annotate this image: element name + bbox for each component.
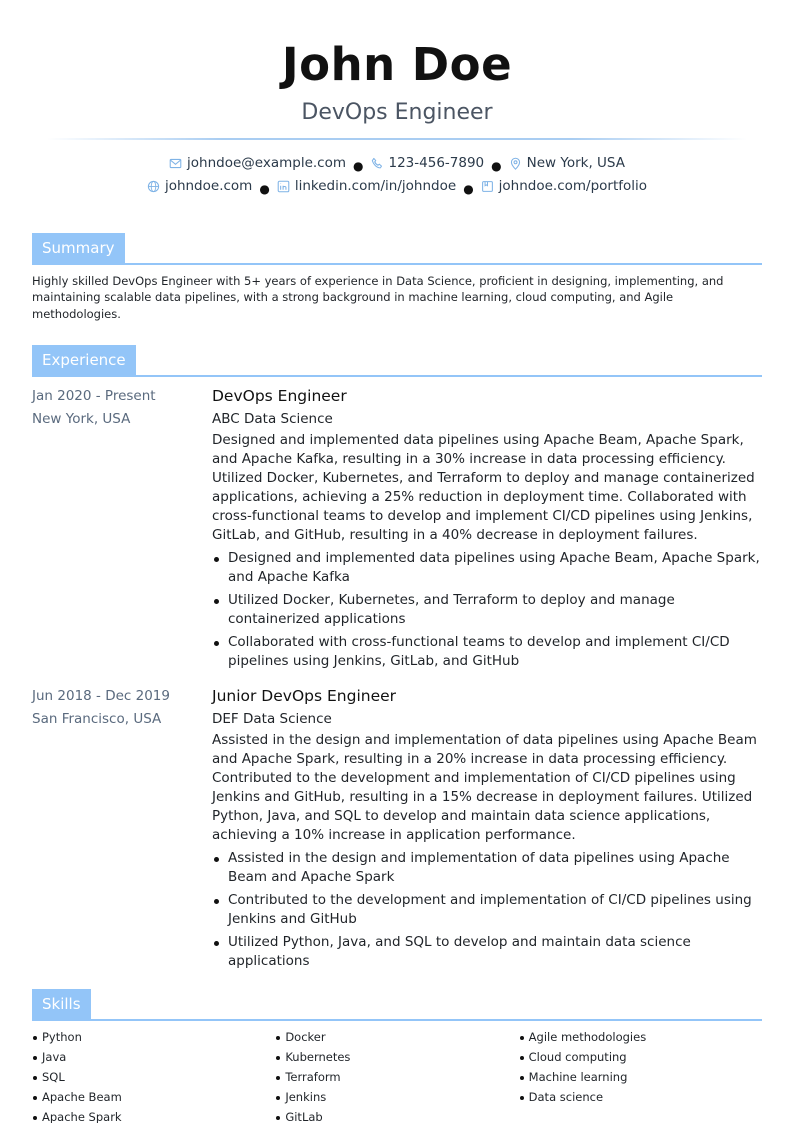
- job-details: [212, 385, 762, 675]
- summary-section: [32, 233, 762, 323]
- job-meta: [32, 385, 212, 675]
- skill-item: Java: [32, 1047, 275, 1067]
- linkedin-text: linkedin.com/in/johndoe: [294, 177, 457, 194]
- job-bullet: Utilized Docker, Kubernetes, and Terraform to deploy and manage containerized applications: [212, 591, 762, 629]
- skill-item: Apache Beam: [32, 1087, 275, 1107]
- skills-column: [519, 1027, 762, 1123]
- phone-text: 123-456-7890: [388, 155, 485, 171]
- job-bullet: Assisted in the design and implementation of data pipelines using Apache Beam and Apache Spark: [212, 849, 762, 887]
- separator-dot: ●: [491, 159, 502, 174]
- phone-icon: [371, 157, 384, 170]
- contact-linkedin[interactable]: [277, 177, 456, 197]
- summary-heading-bar: [32, 233, 762, 265]
- portfolio-icon: [481, 180, 494, 193]
- job-description: Assisted in the design and implementation of data pipelines using Apache Beam and Apache Spark, resulting in a 20% increase in data processing efficiency. Contributed to the development and implementation of CI/CD pipelines using Jenkins and GitHub, resulting in a 15% decrease in deployment failures. Utilized Python, Java, and SQL to develop and maintain data science applications, achieving a 10% increase in application performance.: [212, 732, 757, 843]
- summary-text: Highly skilled DevOps Engineer with 5+ years of experience in Data Science, proficient in designing, implementing, and maintaining scalable data pipelines, with a strong background in machine learning, cloud computing, and Agile methodologies.: [32, 273, 724, 321]
- job-meta: [32, 685, 212, 975]
- contact-email[interactable]: [169, 154, 346, 174]
- separator-dot: ●: [259, 182, 270, 196]
- job-bullet: Collaborated with cross-functional teams to develop and implement CI/CD pipelines using Jenkins, GitLab, and GitHub: [212, 633, 762, 671]
- job-bullet: Contributed to the development and implementation of CI/CD pipelines using Jenkins and GitHub: [212, 891, 762, 929]
- map-pin-icon: [509, 157, 522, 170]
- skills-heading-bar: [32, 989, 762, 1021]
- contact-row-2: [0, 177, 794, 200]
- job-title: DevOps Engineer: [212, 387, 347, 405]
- skill-item: Data science: [519, 1087, 762, 1107]
- summary-heading: Summary: [32, 233, 125, 263]
- skill-item: Kubernetes: [275, 1047, 518, 1067]
- skill-item: Jenkins: [275, 1087, 518, 1107]
- job-entry: [32, 685, 762, 975]
- skill-item: Machine learning: [519, 1067, 762, 1087]
- job-dates: Jan 2020 - Present: [32, 388, 156, 404]
- skills-column: [275, 1027, 518, 1123]
- separator-dot: ●: [353, 159, 364, 174]
- candidate-name: John Doe: [281, 38, 513, 91]
- contact-portfolio[interactable]: [481, 177, 647, 197]
- job-company: DEF Data Science: [212, 711, 332, 727]
- skills-column: [32, 1027, 275, 1123]
- skill-item: Cloud computing: [519, 1047, 762, 1067]
- email-text: johndoe@example.com: [187, 155, 347, 171]
- contact-location: [509, 154, 625, 174]
- contact-website[interactable]: [147, 177, 252, 197]
- skills-section: [32, 989, 762, 1123]
- job-bullets: [212, 849, 762, 971]
- mail-icon: [169, 157, 182, 170]
- skills-grid: [32, 1027, 762, 1123]
- linkedin-icon: [277, 180, 290, 193]
- skill-item: Python: [32, 1027, 275, 1047]
- experience-section: [32, 345, 762, 975]
- skill-item: Terraform: [275, 1067, 518, 1087]
- resume-header: [0, 0, 794, 140]
- job-entry: [32, 385, 762, 675]
- experience-heading: Experience: [32, 345, 136, 375]
- job-description: Designed and implemented data pipelines using Apache Beam, Apache Spark, and Apache Kafka, resulting in a 30% increase in data processing efficiency. Utilized Docker, Kubernetes, and Terraform to deploy and manage containerized applications, achieving a 25% reduction in deployment time. Collaborated with cross-functional teams to develop and implement CI/CD pipelines using Jenkins, GitLab, and GitHub, resulting in a 40% decrease in deployment failures.: [212, 432, 755, 543]
- skills-heading: Skills: [32, 989, 91, 1019]
- job-details: [212, 685, 762, 975]
- skill-item: Docker: [275, 1027, 518, 1047]
- website-text: johndoe.com: [164, 177, 253, 194]
- job-bullets: [212, 549, 762, 671]
- job-company: ABC Data Science: [212, 411, 333, 427]
- skill-item: SQL: [32, 1067, 275, 1087]
- candidate-role: DevOps Engineer: [301, 100, 493, 125]
- globe-icon: [147, 180, 160, 193]
- job-title: Junior DevOps Engineer: [212, 687, 397, 705]
- job-location: New York, USA: [32, 411, 131, 427]
- job-dates: Jun 2018 - Dec 2019: [32, 688, 170, 704]
- contact-info: [0, 154, 794, 200]
- job-location: San Francisco, USA: [32, 711, 162, 727]
- experience-heading-bar: [32, 345, 762, 377]
- job-bullet: Utilized Python, Java, and SQL to develop and maintain data science applications: [212, 933, 762, 971]
- contact-row-1: [0, 154, 794, 177]
- separator-dot: ●: [463, 182, 474, 196]
- skill-item: Agile methodologies: [519, 1027, 762, 1047]
- contact-phone[interactable]: [371, 154, 485, 174]
- job-bullet: Designed and implemented data pipelines using Apache Beam, Apache Spark, and Apache Kafka: [212, 549, 762, 587]
- skill-item: Apache Spark: [32, 1107, 275, 1123]
- skill-item: GitLab: [275, 1107, 518, 1123]
- portfolio-text: johndoe.com/portfolio: [498, 177, 648, 194]
- header-divider: [47, 138, 747, 140]
- location-text: New York, USA: [526, 155, 625, 171]
